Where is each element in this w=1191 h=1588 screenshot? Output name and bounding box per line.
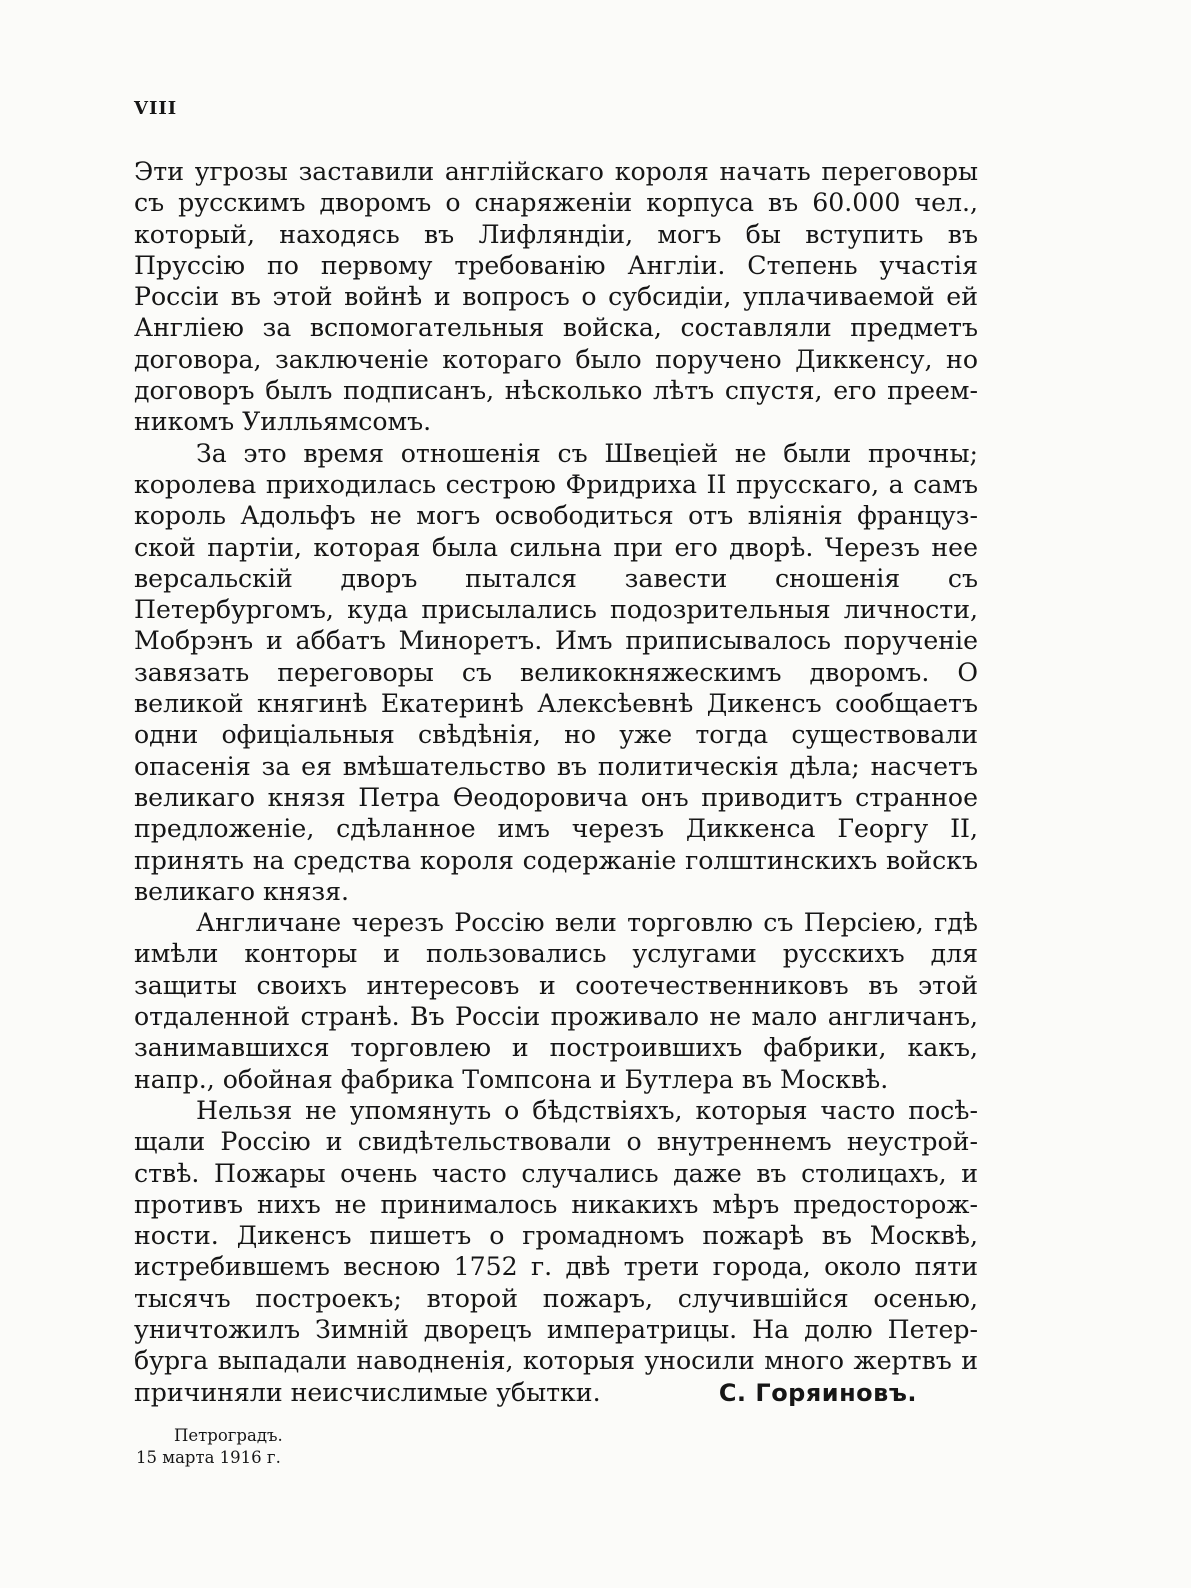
page-number: VIII (134, 98, 178, 119)
paragraph: Англичане черезъ Россію вели торговлю съ Персіею, гдѣ имѣли конторы и пользовались услугами русскихъ для защиты своихъ интересовъ и соотечественниковъ въ этой отдаленной странѣ. Въ Россіи проживало не мало англичанъ, занимавшихся торговлею и построившихъ фабрики, какъ, напр., обойная фабрика Томпсона и Бутлера въ Москвѣ. (134, 908, 978, 1094)
paragraph: За это время отношенія съ Швеціей не были прочны; королева приходилась сестрою Фридриха II прусскаго, а самъ король Адольфъ не могъ освободиться отъ вліянія французской партіи, которая была сильна при его дворѣ. Черезъ нее версальскій дворъ пытался завести сношенія съ Петербургомъ, куда присылались подозрительныя личности, Мобрэнъ и аббатъ Миноретъ. Имъ приписывалось порученіе завязать переговоры съ великокняжескимъ дворомъ. О великой княгинѣ Екатеринѣ Алексѣевнѣ Дикенсъ сообщаетъ одни офиціальныя свѣдѣнія, но уже тогда существовали опасенія за ея вмѣшательство въ политическія дѣла; насчетъ великаго князя Петра Ѳеодоровича онъ приводитъ странное предложеніе, сдѣланное имъ черезъ Диккенса Георгу II, принять на средства короля содержаніе голштинскихъ войскъ великаго князя. (134, 438, 978, 906)
dateline (136, 1425, 283, 1469)
paragraph: Нельзя не упомянуть о бѣдствіяхъ, которыя часто посѣщали Россію и свидѣтельствовали о внутреннемъ неустройствѣ. Пожары очень часто случались даже въ столицахъ, и противъ нихъ не принималось никакихъ мѣръ предосторожности. Дикенсъ пишетъ о громадномъ пожарѣ въ Москвѣ, истребившемъ весною 1752 г. двѣ трети города, около пяти тысячъ построекъ; второй пожаръ, случившійся осенью, уничтожилъ Зимній дворецъ императрицы. На долю Петербурга выпадали наводненія, которыя уносили много жертвъ и причиняли неисчислимые убытки. (134, 1095, 978, 1407)
dateline-place: Петроградъ. (174, 1426, 283, 1445)
author-signature: С. Горяиновъ. (718, 1379, 917, 1407)
dateline-date: 15 марта 1916 г. (136, 1448, 281, 1467)
paragraph: Эти угрозы заставили англійскаго короля начать переговоры съ русскимъ дворомъ о снаряженіи корпуса въ 60.000 чел., который, находясь въ Лифляндіи, могъ бы вступить въ Пруссію по первому требованію Англіи. Степень участія Россіи въ этой войнѣ и вопросъ о субсидіи, уплачиваемой ей Англіею за вспомогательныя войска, составляли предметъ договора, заключеніе котораго было поручено Диккенсу, но договоръ былъ подписанъ, нѣсколько лѣтъ спустя, его преемникомъ Уилльямсомъ. (134, 157, 978, 437)
body-text (134, 156, 978, 1408)
